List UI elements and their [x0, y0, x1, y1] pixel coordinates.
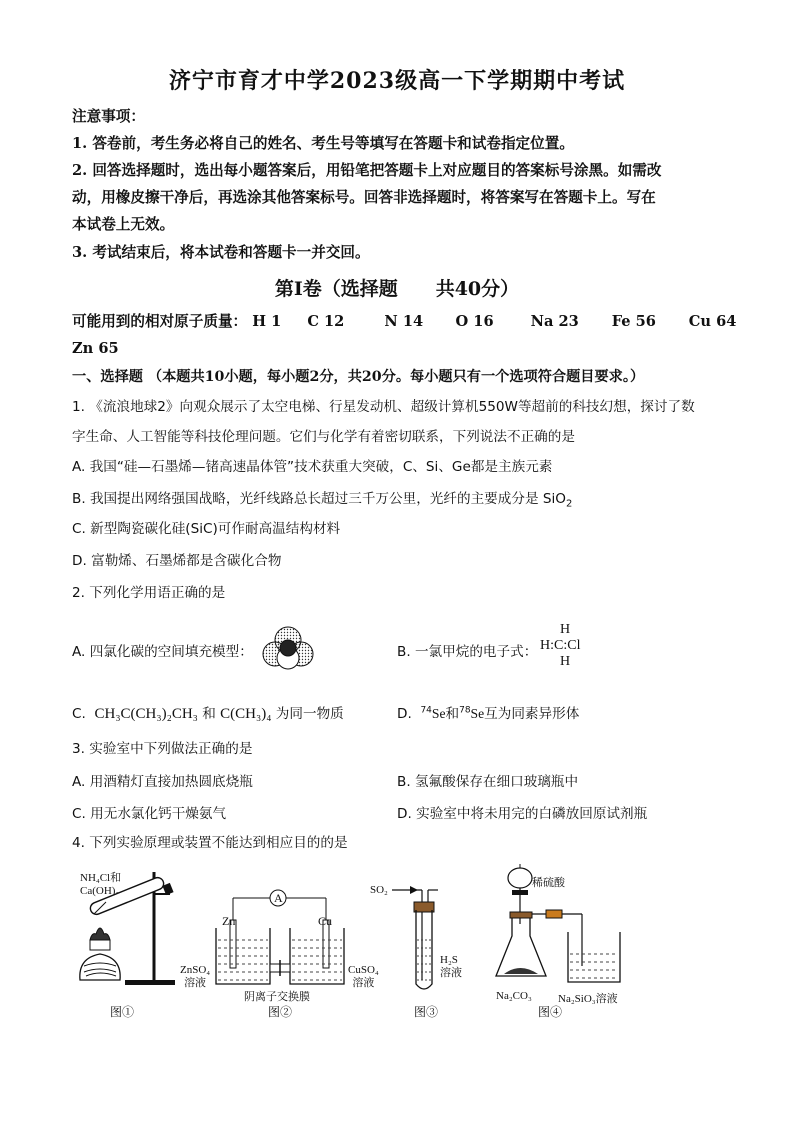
fig2-meter-label: A — [274, 891, 283, 905]
atomic-mass-line — [72, 311, 737, 333]
fig2-left-solution-1: ZnSO₄ — [180, 964, 211, 976]
fig2-right-electrode: Cu — [318, 914, 333, 928]
notice-line-5: 3. 考试结束后，将本试卷和答题卡一并交回。 — [72, 244, 370, 261]
q2-option-c-formula-1: CH₃C(CH₃)₂CH₃ — [94, 706, 198, 722]
fig1-caption: 图① — [110, 1005, 135, 1019]
fig3-test-tube — [388, 880, 448, 1000]
atomic-mass-h: H 1 — [252, 313, 282, 330]
fig1-ammonia-apparatus — [70, 862, 180, 1002]
fig1-reagent-line-2: Ca(OH)₂ — [80, 885, 120, 897]
q1-option-a: A. 我国“硅—石墨烯—锗高速晶体管”技术获重大突破，C、Si、Ge都是主族元素 — [72, 459, 553, 475]
q3-option-b: B. 氢氟酸保存在细口玻璃瓶中 — [397, 774, 579, 790]
q3-stem: 3. 实验室中下列做法正确的是 — [72, 741, 253, 757]
q2-option-d-and: 和 — [445, 706, 460, 722]
atomic-mass-cu: Cu 64 — [688, 313, 737, 330]
q1-option-b-text: B. 我国提出网络强国战略，光纤线路总长超过三千万公里，光纤的主要成分是 SiO — [72, 491, 566, 507]
q1-option-b-sub: 2 — [566, 498, 573, 510]
q1-option-b — [72, 488, 734, 516]
fig2-right-solution-1: CuSO₄ — [348, 964, 379, 976]
fig3-solution-1: H₂S — [440, 954, 458, 966]
q3-option-c: C. 用无水氯化钙干燥氨气 — [72, 806, 227, 822]
q2-option-c-suffix: 为同一物质 — [275, 706, 344, 722]
exam-title: 济宁市育才中学2023级高一下学期期中考试 — [168, 68, 626, 94]
fig1-reagent-line-1: NH₄Cl和 — [80, 872, 122, 884]
fig3-gas-label: SO₂ — [370, 884, 388, 896]
fig4-caption: 图④ — [538, 1005, 563, 1019]
fig2-left-electrode: Zn — [222, 914, 236, 928]
fig2-caption: 图② — [268, 1005, 293, 1019]
q2-option-d-mass-1: 74 — [420, 705, 432, 716]
part-one-heading: 一、选择题 （本题共10小题，每小题2分，共20分。每小题只有一个选项符合题目要求。） — [72, 369, 645, 385]
fig3-solution — [440, 954, 462, 980]
fig4-solid-label: Na₂CO₃ — [496, 990, 532, 1002]
atomic-mass-zn: Zn 65 — [72, 340, 119, 357]
fig2-right-solution — [348, 964, 379, 990]
atomic-mass-na: Na 23 — [530, 313, 579, 330]
q1-option-c: C. 新型陶瓷碳化硅(SiC)可作耐高温结构材料 — [72, 521, 341, 537]
q2-option-a: A. 四氯化碳的空间填充模型： — [72, 644, 253, 660]
ccl4-space-filling-model — [262, 622, 314, 674]
q2-option-b: B. 一氯甲烷的电子式： — [397, 644, 538, 660]
fig4-solution-label: Na₂SiO₃溶液 — [558, 993, 618, 1005]
atomic-mass-label: 可能用到的相对原子质量： — [72, 313, 248, 330]
q2-option-d-isotope-1: Se — [431, 706, 446, 721]
q2-stem: 2. 下列化学用语正确的是 — [72, 585, 226, 601]
fig2-membrane-label: 阴离子交换膜 — [244, 991, 310, 1003]
ch3cl-electron-formula — [540, 622, 600, 670]
q2-option-c-formula-2: C(CH₃)₄ — [220, 706, 272, 722]
ch3cl-middle: H:C:Cl — [540, 638, 581, 653]
atomic-mass-fe: Fe 56 — [611, 313, 656, 330]
notice-line-3: 动，用橡皮擦干净后，再选涂其他答案标号。回答非选择题时，将答案写在答题卡上。写在 — [72, 189, 656, 206]
notice-heading: 注意事项： — [72, 108, 145, 125]
fig3-solution-2: 溶液 — [440, 967, 462, 979]
q2-option-c — [72, 702, 344, 723]
fig2-left-solution — [180, 964, 210, 990]
atomic-mass-o: O 16 — [455, 313, 494, 330]
fig4-acid-label: 稀硫酸 — [532, 877, 565, 889]
q1-option-d: D. 富勒烯、石墨烯都是含碳化合物 — [72, 553, 282, 569]
q2-option-d — [397, 702, 579, 722]
q4-stem: 4. 下列实验原理或装置不能达到相应目的的是 — [72, 835, 348, 851]
fig2-left-solution-2: 溶液 — [184, 977, 207, 989]
fig2-right-solution-2: 溶液 — [352, 977, 375, 989]
notice-line-1: 1. 答卷前，考生务必将自己的姓名、考生号等填写在答题卡和试卷指定位置。 — [72, 135, 574, 152]
q2-option-d-suffix: 互为同素异形体 — [484, 706, 580, 722]
atomic-mass-n: N 14 — [384, 313, 424, 330]
q2-option-d-mass-2: 78 — [459, 705, 471, 716]
q1-stem-line-2: 字生命、人工智能等科技伦理问题。它们与化学有着密切联系，下列说法不正确的是 — [72, 429, 575, 445]
fig4-apparatus — [490, 858, 640, 993]
q2-option-c-and: 和 — [202, 706, 216, 722]
q2-option-c-prefix: C. — [72, 706, 86, 722]
q3-option-a: A. 用酒精灯直接加热圆底烧瓶 — [72, 774, 253, 790]
atomic-mass-c: C 12 — [307, 313, 345, 330]
ch3cl-top-h: H — [560, 622, 571, 637]
q2-option-d-isotope-2: Se — [470, 706, 485, 721]
notice-line-2: 2. 回答选择题时，选出每小题答案后，用铅笔把答题卡上对应题目的答案标号涂黑。如需改 — [72, 162, 662, 179]
q2-option-d-prefix: D. — [397, 706, 412, 722]
q1-stem-line-1: 1. 《流浪地球2》向观众展示了太空电梯、行星发动机、超级计算机550W等超前的科技幻想，探讨了数 — [72, 399, 695, 415]
section-title: 第Ⅰ卷（选择题 共40分） — [274, 278, 520, 300]
q3-option-d: D. 实验室中将未用完的白磷放回原试剂瓶 — [397, 806, 648, 822]
ch3cl-bottom-h: H — [560, 654, 571, 669]
fig3-caption: 图③ — [414, 1005, 439, 1019]
notice-line-4: 本试卷上无效。 — [72, 216, 175, 233]
